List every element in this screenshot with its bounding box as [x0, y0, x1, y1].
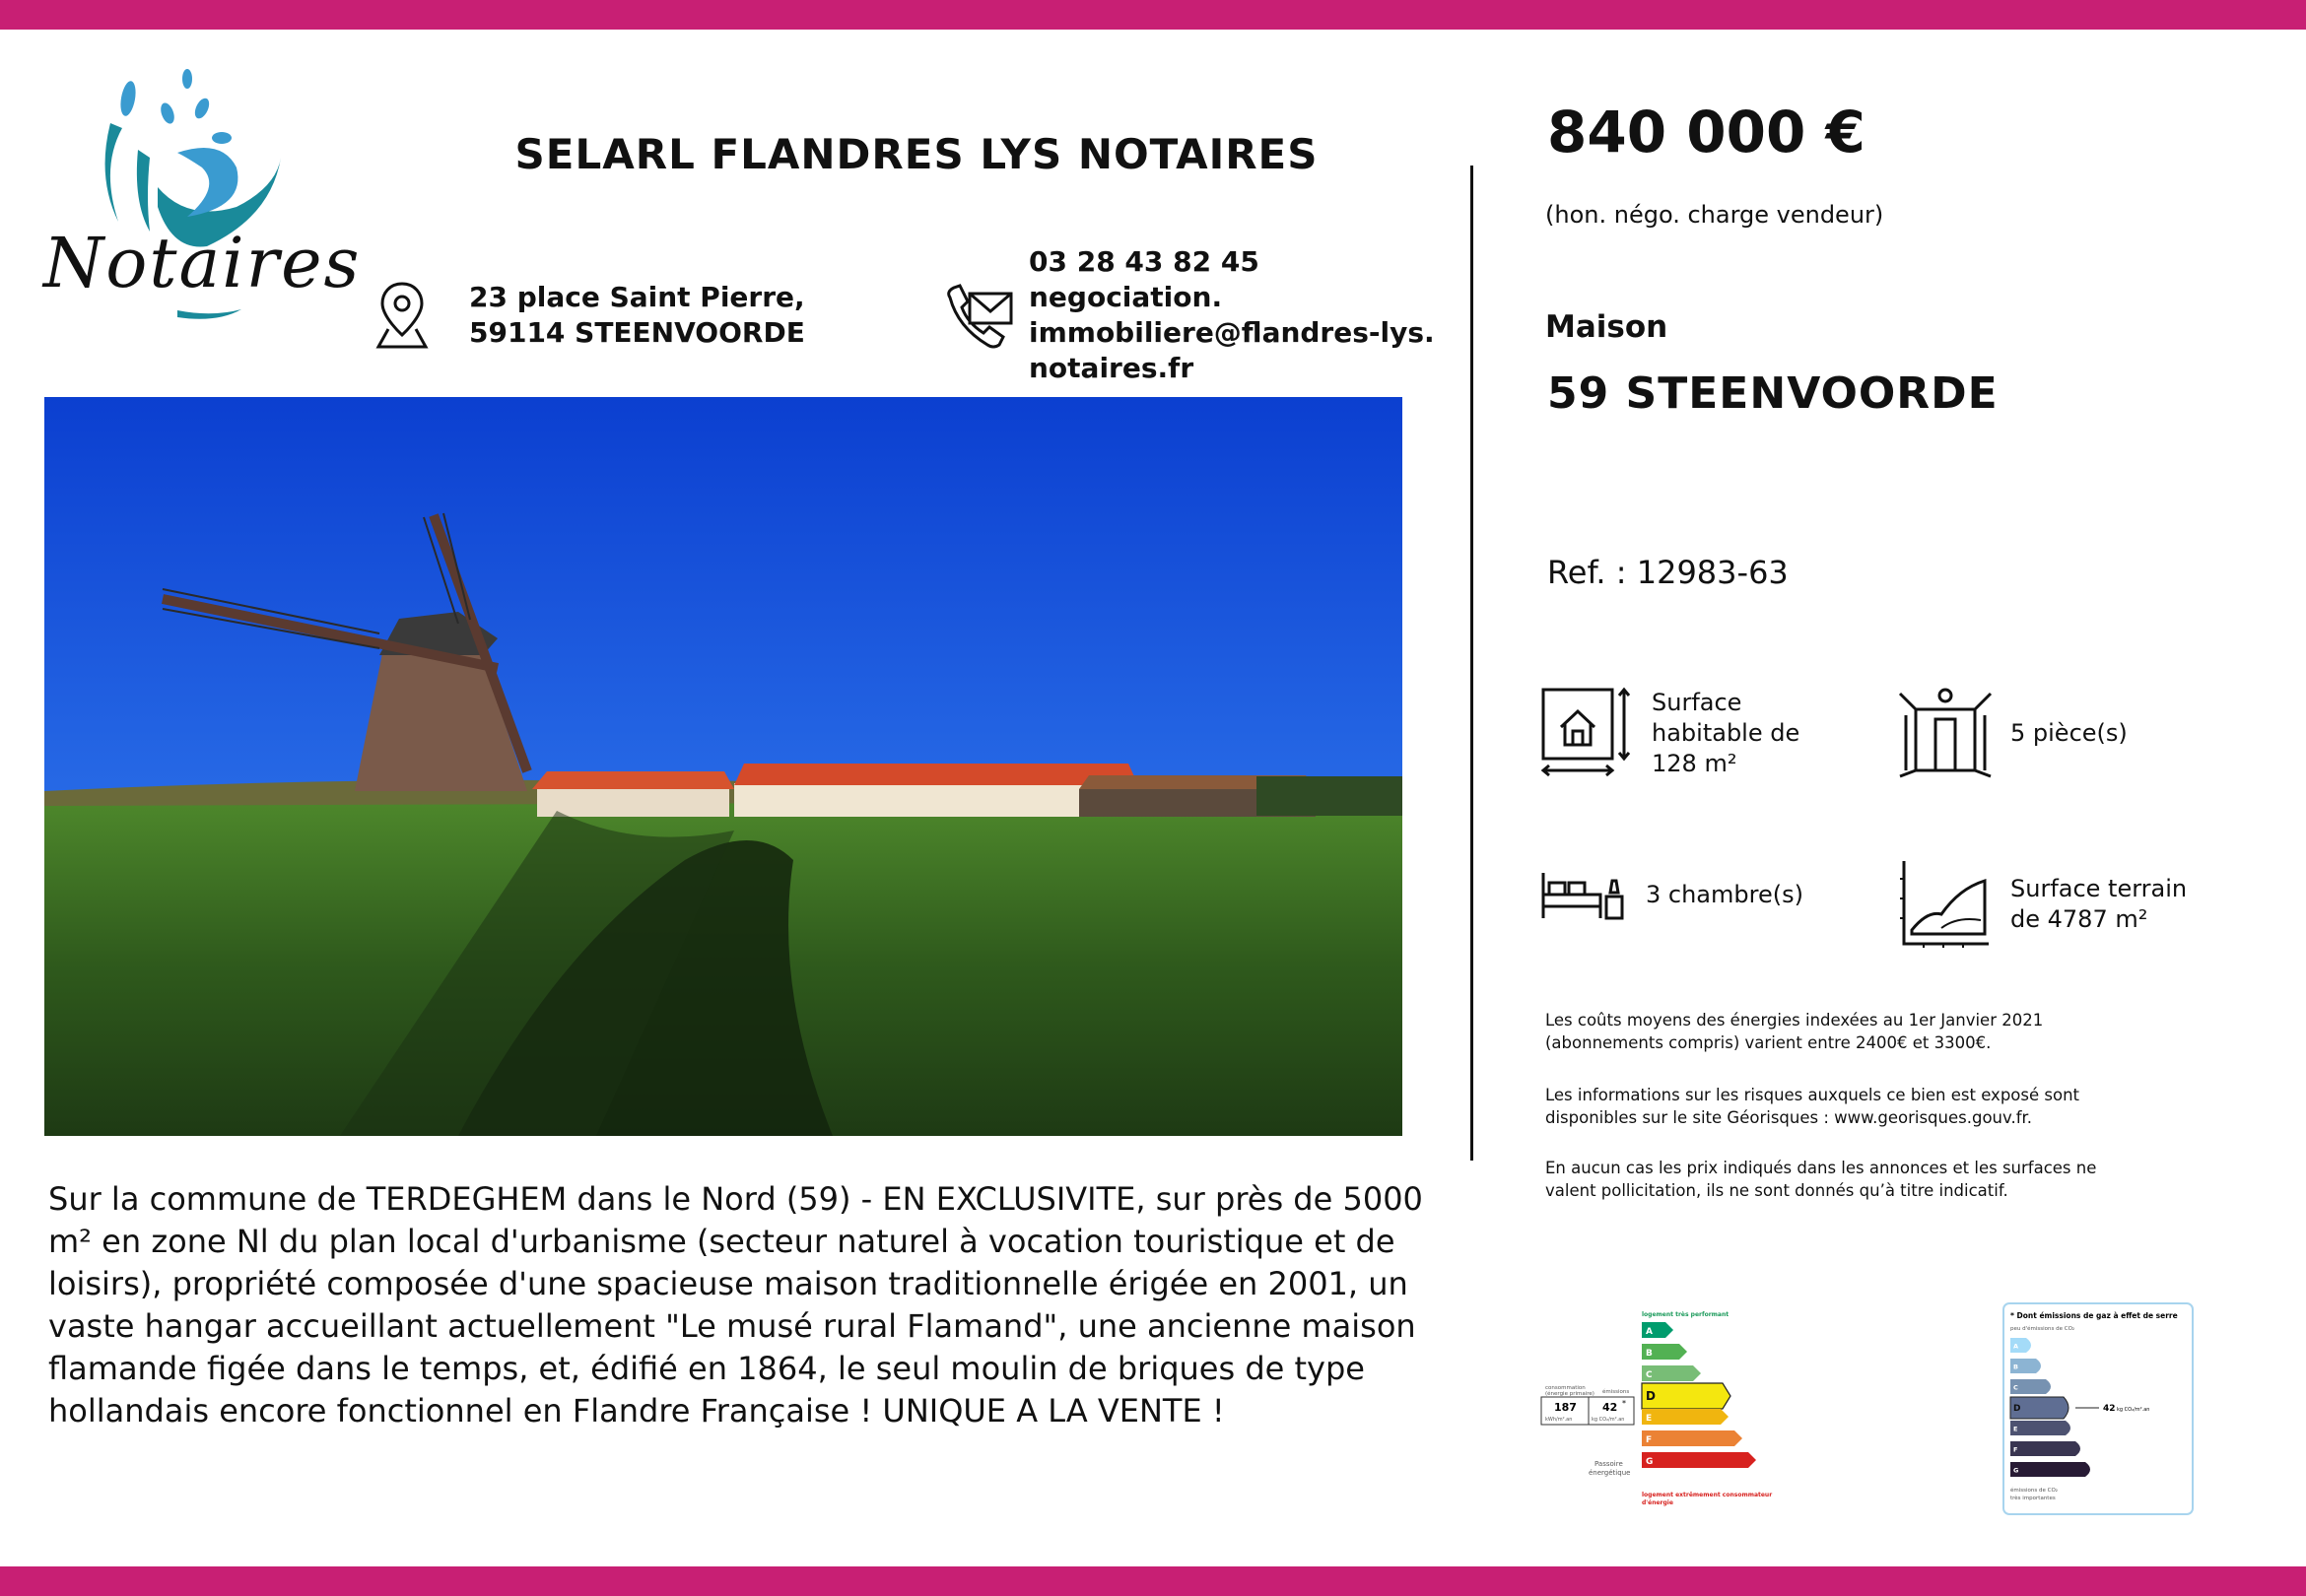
property-city: 59 STEENVOORDE	[1547, 368, 1999, 419]
ges-class-letter-f: F	[2013, 1445, 2018, 1454]
emissions-label: émissions	[1602, 1389, 1630, 1395]
ges-class-letter-a: A	[2013, 1342, 2019, 1351]
emissions-unit: kg CO₂/m².an	[1592, 1417, 1625, 1423]
ges-scale	[2002, 1302, 2194, 1515]
living-area-line-2: habitable de	[1652, 718, 1800, 747]
property-type: Maison	[1545, 309, 1668, 345]
energy-costs-line-2: (abonnements compris) varient entre 2400€ et 3300€.	[1545, 1033, 1992, 1052]
dpe-class-letter-a: A	[1646, 1327, 1653, 1337]
address-line-1: 23 place Saint Pierre,	[469, 281, 805, 313]
dpe-class-letter-f: F	[1646, 1435, 1653, 1445]
address-line-2: 59114 STEENVOORDE	[469, 316, 805, 349]
office-name: SELARL FLANDRES LYS NOTAIRES	[514, 130, 1319, 178]
ges-class-letter-e: E	[2013, 1425, 2018, 1433]
phone-mail-icon	[944, 284, 1015, 349]
feature-living-area	[1539, 686, 1799, 780]
passoire-label-1: Passoire	[1594, 1460, 1623, 1468]
dpe-class-bar-e	[1642, 1409, 1729, 1425]
consumption-label-2: (énergie primaire)	[1545, 1391, 1594, 1397]
dpe-bottom-label-1: logement extrêmement consommateur	[1642, 1492, 1773, 1498]
consumption-unit: kWh/m².an	[1545, 1417, 1573, 1423]
energy-costs-line-1: Les coûts moyens des énergies indexées au 1er Janvier 2021	[1545, 1011, 2044, 1030]
dpe-class-letter-b: B	[1646, 1349, 1653, 1359]
fees-note: (hon. négo. charge vendeur)	[1545, 201, 1884, 229]
land-area-line-1: Surface terrain	[2010, 875, 2188, 902]
risks-line-1: Les informations sur les risques auxquels ce bien est exposé sont	[1545, 1086, 2080, 1104]
living-area-line-3: 128 m²	[1652, 749, 1737, 777]
living-area-icon	[1539, 686, 1634, 780]
windmill-farm-photo	[44, 397, 1402, 1136]
column-divider	[1470, 166, 1473, 1161]
ges-emissions-label	[2002, 1302, 2194, 1519]
rooms-count: 5 pièce(s)	[2010, 718, 2128, 747]
email-line-2[interactable]: immobiliere@flandres-lys.	[1029, 316, 1435, 349]
dpe-class-letter-d: D	[1646, 1389, 1656, 1403]
price: 840 000 €	[1547, 99, 1865, 166]
notaires-logo	[39, 59, 365, 335]
email-line-3[interactable]: notaires.fr	[1029, 352, 1194, 384]
ges-class-letter-d: D	[2013, 1404, 2021, 1414]
ges-top-label: peu d'émissions de CO₂	[2010, 1326, 2075, 1332]
emissions-value: 42	[1602, 1401, 1618, 1414]
email-line-1[interactable]: negociation.	[1029, 281, 1223, 313]
reference: Ref. : 12983-63	[1547, 554, 1789, 591]
feature-bedrooms	[1539, 867, 1803, 922]
ges-unit: kg CO₂/m².an	[2117, 1407, 2150, 1413]
property-photo	[44, 397, 1402, 1136]
ges-title: * Dont émissions de gaz à effet de serre	[2010, 1311, 2178, 1320]
feature-rooms	[1898, 686, 2128, 780]
bottom-brand-bar	[0, 1566, 2306, 1596]
passoire-label-2: énergétique	[1589, 1469, 1631, 1477]
logo-wordmark: Notaires	[43, 223, 362, 303]
disclaimer-note	[1545, 1157, 2176, 1202]
ges-value: 42	[2103, 1404, 2116, 1414]
map-pin-icon	[374, 280, 430, 351]
dpe-class-letter-g: G	[1646, 1457, 1654, 1467]
ges-bottom-label-1: émissions de CO₂	[2010, 1488, 2058, 1494]
bed-icon	[1539, 867, 1626, 922]
dpe-top-label: logement très performant	[1642, 1311, 1730, 1318]
land-area-icon	[1898, 859, 1993, 950]
risks-note	[1545, 1084, 2176, 1129]
living-area-line-1: Surface	[1652, 688, 1742, 716]
property-description: Sur la commune de TERDEGHEM dans le Nord (59) - EN EXCLUSIVITE, sur près de 5000 m² en zone Nl du plan local d'urbanisme (secteur naturel à vocation touristique et de loisirs), propriété composée d'une spacieuse maison traditionnelle érigée en 2001, un vaste hangar accueillant actuellement "Le musé rural Flamand", une ancienne maison flamande figée dans le temps, et, édifié en 1864, le seul moulin de briques de type hollandais encore fonctionnel en Flandre Française ! UNIQUE A LA VENTE !	[48, 1180, 1423, 1430]
feature-land-area	[1898, 859, 2187, 950]
dpe-class-bar-f	[1642, 1430, 1742, 1446]
disclaimer-line-2: valent pollicitation, ils ne sont donnés qu’à titre indicatif.	[1545, 1181, 2008, 1200]
office-contact	[944, 244, 1435, 386]
ges-class-bar-f	[2010, 1441, 2080, 1456]
bedrooms-count: 3 chambre(s)	[1646, 880, 1803, 908]
dpe-scale	[1539, 1306, 1825, 1513]
ges-class-letter-b: B	[2013, 1363, 2018, 1371]
dpe-class-bar-g	[1642, 1452, 1756, 1468]
rooms-icon	[1898, 686, 1993, 780]
dpe-class-letter-c: C	[1646, 1370, 1653, 1380]
consumption-value: 187	[1554, 1401, 1577, 1414]
disclaimer-line-1: En aucun cas les prix indiqués dans les annonces et les surfaces ne	[1545, 1159, 2097, 1177]
dpe-bottom-label-2: d'énergie	[1642, 1499, 1673, 1506]
emissions-star: *	[1622, 1399, 1626, 1408]
ges-bottom-label-2: très importantes	[2010, 1496, 2056, 1501]
top-brand-bar	[0, 0, 2306, 30]
ges-class-letter-g: G	[2013, 1466, 2019, 1475]
ges-class-letter-c: C	[2013, 1383, 2018, 1392]
office-address	[374, 280, 805, 351]
phone-number[interactable]: 03 28 43 82 45	[1029, 245, 1259, 278]
land-area-line-2: de 4787 m²	[2010, 905, 2148, 933]
ges-class-bar-e	[2010, 1421, 2070, 1435]
dpe-class-letter-e: E	[1646, 1414, 1653, 1424]
dpe-energy-label	[1539, 1306, 1825, 1517]
ges-class-bar-g	[2010, 1462, 2090, 1477]
energy-costs-note	[1545, 1009, 2176, 1054]
risks-line-2: disponibles sur le site Géorisques : www.georisques.gouv.fr.	[1545, 1108, 2033, 1127]
consumption-label-1: consommation	[1545, 1385, 1586, 1391]
